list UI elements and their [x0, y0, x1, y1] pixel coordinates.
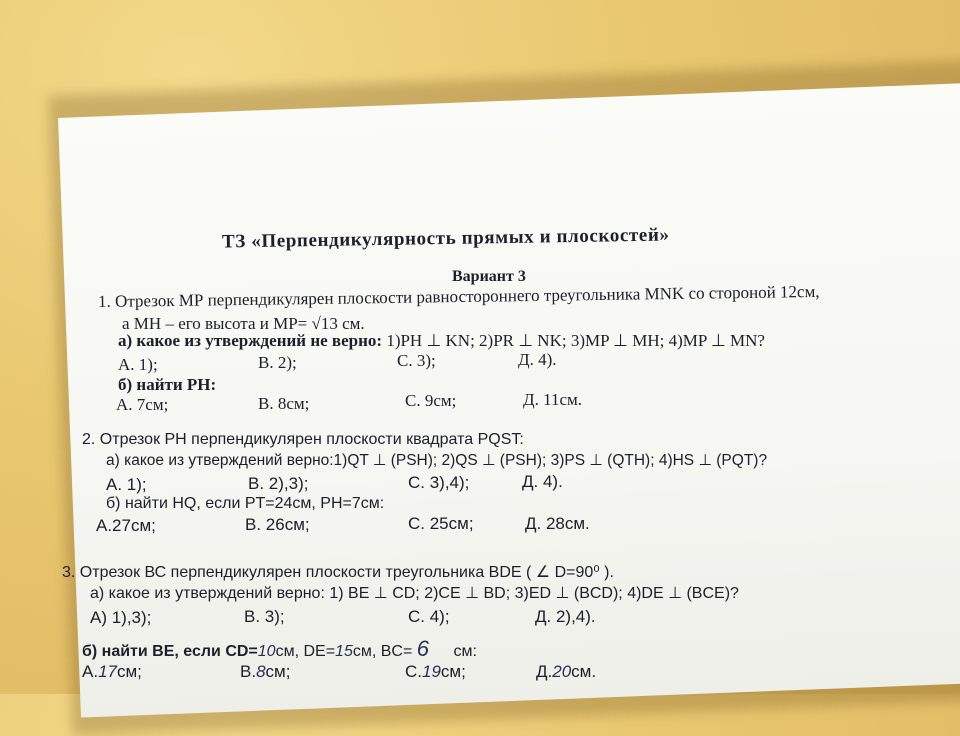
worksheet-title: ТЗ «Перпендикулярность прямых и плоскостей» — [221, 224, 670, 253]
q2-a-option-2: B. 2),3); — [248, 474, 309, 493]
q3-text-line1: 3. Отрезок ВС перпендикулярен плоскости треугольника BDE ( ∠ D=90⁰ ). — [62, 564, 614, 581]
q3-part-b-line — [82, 636, 477, 662]
q1-a-option-1: A. 1); — [118, 355, 158, 374]
q2-part-a-line: а) какое из утверждений верно:1)QT ⊥ (PSH); 2)QS ⊥ (PSH); 3)PS ⊥ (QTH); 4)HS ⊥ (PQT)? — [106, 452, 768, 469]
q3-b-option-3: C.19см; — [405, 662, 466, 681]
q1-b-option-3: С. 9см; — [405, 391, 457, 410]
q3-b-prefix: б) найти ВЕ, если CD= — [82, 643, 258, 660]
q3-a-option-2: B. 3); — [244, 607, 285, 626]
q2-b-option-4: Д. 28см. — [525, 514, 590, 533]
q1-part-a-items: 1)PH ⊥ KN; 2)PR ⊥ NK; 3)MP ⊥ MH; 4)MP ⊥ MN? — [386, 331, 765, 350]
q1-a-option-2: B. 2); — [258, 353, 297, 372]
q3-b-mid1: см, DE= — [275, 643, 336, 660]
q3-b-option-4: Д.20см. — [536, 662, 597, 681]
q2-a-option-1: A. 1); — [106, 475, 147, 494]
q3-b-suffix: см: — [453, 643, 477, 660]
q3-part-a-line: а) какое из утверждений верно: 1) BE ⊥ CD; 2)CE ⊥ BD; 3)ED ⊥ (BCD); 4)DE ⊥ (BCE)? — [90, 585, 739, 602]
q3-b-cd-handwritten: 10 — [257, 643, 276, 660]
q1-text-line1: 1. Отрезок МР перпендикулярен плоскости равностороннего треугольника MNK со стороной 12см, — [97, 281, 820, 312]
q2-part-b-line: б) найти HQ, если PT=24см, PH=7см: — [106, 495, 385, 512]
q3-a-option-4: Д. 2),4). — [535, 607, 596, 626]
q3-b-de-handwritten: 15 — [335, 643, 353, 660]
q1-text-line2: а МН – его высота и MP= √13 см. — [122, 314, 365, 333]
q1-a-option-4: Д. 4). — [518, 350, 557, 369]
q1-part-b-prompt: б) найти РН: — [118, 375, 217, 394]
q1-part-a-prompt: а) какое из утверждений не верно: — [118, 331, 383, 350]
q1-b-option-2: В. 8см; — [258, 394, 310, 413]
q3-b-option-2: B.8см; — [240, 662, 291, 681]
q2-b-option-1: A.27см; — [96, 516, 156, 535]
q2-a-option-4: Д. 4). — [522, 472, 563, 491]
q1-a-option-3: C. 3); — [397, 351, 436, 370]
variant-label: Вариант 3 — [452, 268, 526, 285]
q3-b-option-1: A.17см; — [82, 662, 142, 681]
q3-a-option-3: C. 4); — [408, 607, 450, 626]
q2-text-line1: 2. Отрезок РН перпендикулярен плоскости квадрата PQST: — [82, 431, 524, 448]
q2-b-option-3: C. 25см; — [408, 514, 474, 533]
q3-b-bc-handwritten: 6 — [416, 636, 430, 661]
q1-b-option-1: А. 7см; — [116, 395, 169, 414]
q3-b-mid2: см, BC= — [352, 643, 413, 660]
q1-b-option-4: Д. 11см. — [523, 390, 583, 409]
q2-a-option-3: C. 3),4); — [408, 473, 470, 492]
q2-b-option-2: B. 26см; — [245, 515, 310, 534]
q3-a-option-1: A) 1),3); — [90, 608, 152, 627]
